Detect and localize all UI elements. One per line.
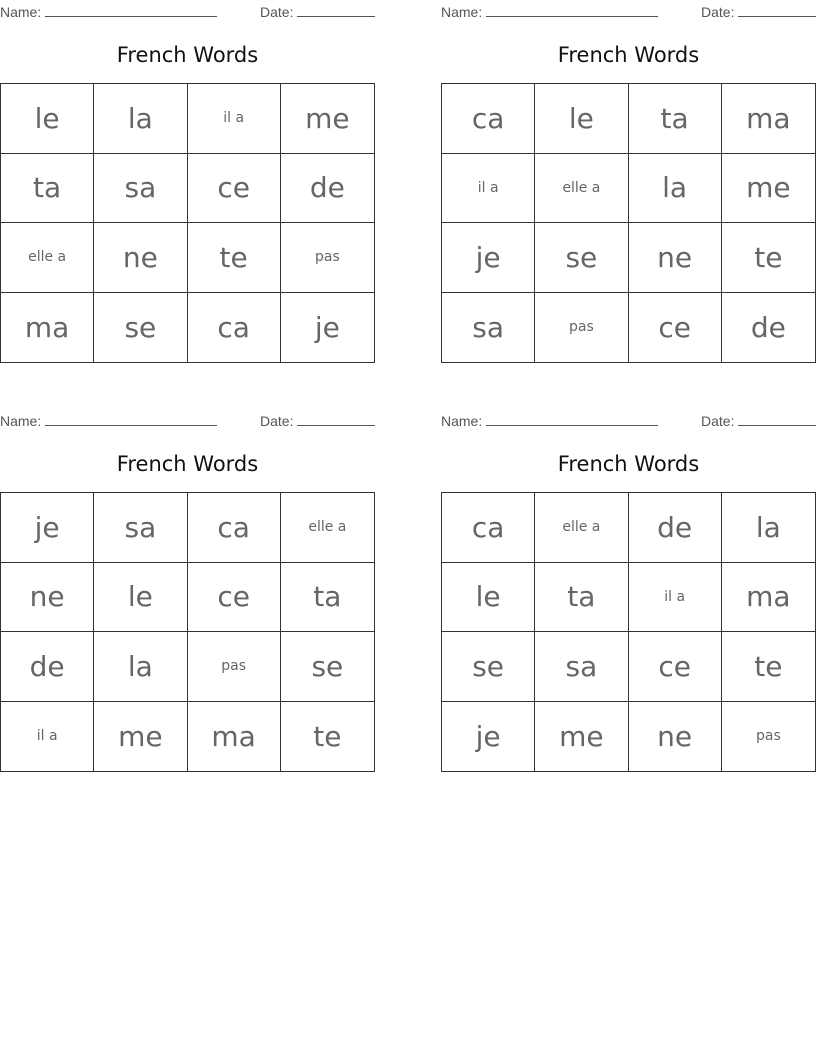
name-field bbox=[441, 412, 658, 429]
bingo-card bbox=[441, 409, 816, 753]
name-label: Name: bbox=[0, 4, 42, 20]
bingo-cell: de bbox=[629, 493, 722, 563]
bingo-cell: sa bbox=[94, 154, 187, 224]
bingo-cell: ta bbox=[281, 563, 374, 633]
date-label: Date: bbox=[701, 4, 735, 20]
bingo-cell: me bbox=[535, 702, 628, 772]
date-label: Date: bbox=[701, 413, 735, 429]
bingo-cell: il a bbox=[629, 563, 722, 633]
bingo-cell: de bbox=[281, 154, 374, 224]
bingo-cell: la bbox=[629, 154, 722, 224]
bingo-cell: se bbox=[94, 293, 187, 363]
card-title: French Words bbox=[116, 43, 259, 67]
bingo-cell: pas bbox=[188, 632, 281, 702]
date-field bbox=[260, 3, 375, 20]
bingo-card bbox=[0, 409, 375, 753]
bingo-cell: ma bbox=[1, 293, 94, 363]
bingo-cell: ca bbox=[442, 84, 535, 154]
bingo-cell: la bbox=[94, 632, 187, 702]
bingo-cell: ne bbox=[1, 563, 94, 633]
date-field bbox=[260, 412, 375, 429]
name-field bbox=[0, 412, 217, 429]
bingo-grid bbox=[441, 492, 816, 772]
bingo-cell: ta bbox=[535, 563, 628, 633]
bingo-cell: ce bbox=[188, 563, 281, 633]
name-label: Name: bbox=[0, 413, 42, 429]
bingo-cell: pas bbox=[535, 293, 628, 363]
bingo-card bbox=[0, 0, 375, 344]
name-label: Name: bbox=[441, 413, 483, 429]
bingo-cell: ne bbox=[629, 223, 722, 293]
bingo-cell: il a bbox=[188, 84, 281, 154]
bingo-cell: sa bbox=[442, 293, 535, 363]
bingo-cell: pas bbox=[281, 223, 374, 293]
bingo-cell: se bbox=[281, 632, 374, 702]
bingo-cell: ce bbox=[629, 632, 722, 702]
bingo-cell: ce bbox=[188, 154, 281, 224]
bingo-cell: ne bbox=[94, 223, 187, 293]
bingo-cell: sa bbox=[94, 493, 187, 563]
bingo-grid bbox=[441, 83, 816, 363]
bingo-cell: le bbox=[94, 563, 187, 633]
date-blank-line bbox=[297, 3, 375, 17]
card-header bbox=[0, 409, 375, 431]
bingo-cell: te bbox=[313, 719, 342, 753]
date-blank-line bbox=[297, 412, 375, 426]
bingo-cell: elle a bbox=[535, 493, 628, 563]
bingo-cell: il a bbox=[442, 154, 535, 224]
bingo-cell: le bbox=[442, 563, 535, 633]
bingo-cell: me bbox=[722, 154, 815, 224]
bingo-cell: ta bbox=[629, 84, 722, 154]
bingo-cell: elle a bbox=[535, 154, 628, 224]
date-blank-line bbox=[738, 3, 816, 17]
bingo-cell: se bbox=[535, 223, 628, 293]
bingo-cell: elle a bbox=[1, 223, 94, 293]
bingo-cell: le bbox=[1, 84, 94, 154]
bingo-cell: me bbox=[94, 702, 187, 772]
bingo-card bbox=[441, 0, 816, 344]
name-blank-line bbox=[45, 3, 217, 17]
date-blank-line bbox=[738, 412, 816, 426]
card-title: French Words bbox=[116, 452, 259, 476]
date-field bbox=[701, 3, 816, 20]
bingo-cell: te bbox=[188, 223, 281, 293]
bingo-cell: ma bbox=[722, 84, 815, 154]
bingo-cell: je bbox=[314, 310, 340, 344]
card-header bbox=[441, 0, 816, 22]
bingo-cell: ta bbox=[1, 154, 94, 224]
bingo-cell: ma bbox=[188, 702, 281, 772]
card-header bbox=[0, 0, 375, 22]
bingo-cell: te bbox=[722, 223, 815, 293]
bingo-cell: il a bbox=[1, 702, 94, 772]
bingo-cell: de bbox=[1, 632, 94, 702]
bingo-cell: se bbox=[442, 632, 535, 702]
bingo-cell: ma bbox=[722, 563, 815, 633]
bingo-cell: je bbox=[1, 493, 94, 563]
bingo-grid bbox=[0, 492, 375, 772]
name-field bbox=[441, 3, 658, 20]
card-title: French Words bbox=[557, 43, 700, 67]
bingo-cell: je bbox=[442, 702, 535, 772]
bingo-cell: elle a bbox=[281, 493, 374, 563]
bingo-cell: le bbox=[535, 84, 628, 154]
bingo-cell: ca bbox=[188, 493, 281, 563]
bingo-cell: pas bbox=[755, 728, 781, 745]
bingo-cell: ne bbox=[629, 702, 722, 772]
bingo-cell: sa bbox=[535, 632, 628, 702]
bingo-cell: ce bbox=[629, 293, 722, 363]
bingo-cell: ca bbox=[442, 493, 535, 563]
bingo-cell: je bbox=[442, 223, 535, 293]
name-field bbox=[0, 3, 217, 20]
bingo-cell: la bbox=[722, 493, 815, 563]
name-blank-line bbox=[45, 412, 217, 426]
name-blank-line bbox=[486, 3, 658, 17]
bingo-cell: me bbox=[281, 84, 374, 154]
card-title: French Words bbox=[557, 452, 700, 476]
name-label: Name: bbox=[441, 4, 483, 20]
date-field bbox=[701, 412, 816, 429]
name-blank-line bbox=[486, 412, 658, 426]
date-label: Date: bbox=[260, 4, 294, 20]
bingo-grid bbox=[0, 83, 375, 363]
date-label: Date: bbox=[260, 413, 294, 429]
card-header bbox=[441, 409, 816, 431]
bingo-cell: ca bbox=[188, 293, 281, 363]
bingo-cell: la bbox=[94, 84, 187, 154]
bingo-cell: te bbox=[722, 632, 815, 702]
bingo-cell: de bbox=[750, 310, 786, 344]
